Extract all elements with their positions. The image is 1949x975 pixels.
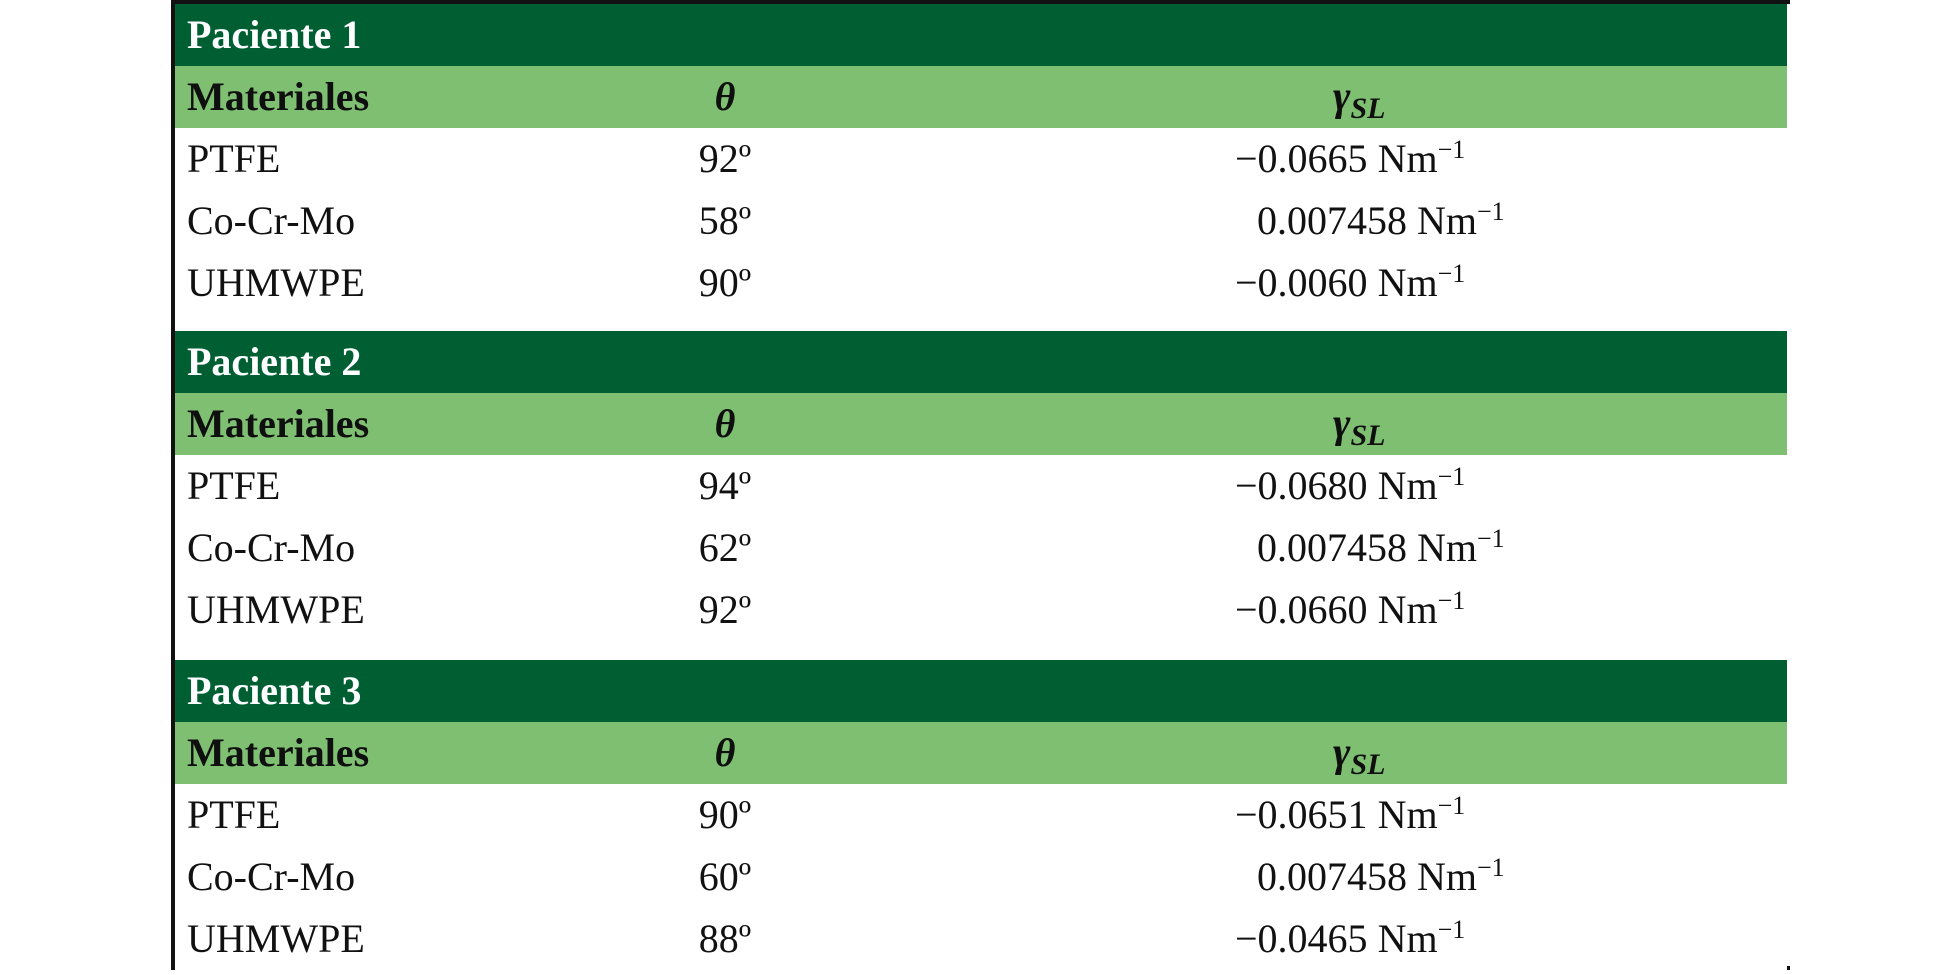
gamma-cell: 0.007458 $Nm^{-1}$ bbox=[1257, 197, 1505, 243]
theta-cell: 58º bbox=[698, 198, 752, 243]
table-row bbox=[175, 455, 1787, 517]
theta-cell: 92º bbox=[698, 587, 752, 632]
column-header-row bbox=[175, 722, 1787, 784]
theta-cell: 94º bbox=[698, 463, 752, 508]
material-cell: Co-Cr-Mo bbox=[187, 525, 356, 570]
material-cell: UHMWPE bbox=[187, 587, 365, 632]
gamma-cell: 0.007458 $Nm^{-1}$ bbox=[1257, 524, 1505, 570]
table-row bbox=[175, 190, 1787, 252]
table-row bbox=[175, 784, 1787, 846]
column-header-row bbox=[175, 66, 1787, 128]
materials-header: Materiales bbox=[187, 730, 370, 775]
table-row bbox=[175, 128, 1787, 190]
materials-header: Materiales bbox=[187, 401, 370, 446]
gamma-cell: −0.0660 $Nm^{-1}$ bbox=[1235, 586, 1466, 632]
gamma-cell: −0.0060 $Nm^{-1}$ bbox=[1235, 259, 1466, 305]
gamma-header: $\gamma_{SL}$ bbox=[1333, 401, 1386, 452]
gamma-cell: −0.0651 $Nm^{-1}$ bbox=[1235, 791, 1466, 837]
theta-cell: 62º bbox=[698, 525, 752, 570]
material-cell: PTFE bbox=[187, 792, 281, 837]
material-cell: Co-Cr-Mo bbox=[187, 198, 356, 243]
gamma-header: $\gamma_{SL}$ bbox=[1333, 74, 1386, 125]
theta-header: θ bbox=[714, 401, 736, 446]
materials-header: Materiales bbox=[187, 74, 370, 119]
table-row bbox=[175, 908, 1787, 970]
material-cell: PTFE bbox=[187, 136, 281, 181]
table-row bbox=[175, 252, 1787, 314]
gamma-cell: −0.0665 $Nm^{-1}$ bbox=[1235, 135, 1466, 181]
theta-cell: 88º bbox=[698, 916, 752, 961]
material-cell: PTFE bbox=[187, 463, 281, 508]
gamma-cell: 0.007458 $Nm^{-1}$ bbox=[1257, 853, 1505, 899]
theta-cell: 90º bbox=[698, 792, 752, 837]
material-cell: Co-Cr-Mo bbox=[187, 854, 356, 899]
theta-header: θ bbox=[714, 730, 736, 775]
material-cell: UHMWPE bbox=[187, 260, 365, 305]
column-header-row bbox=[175, 393, 1787, 455]
section-title-row bbox=[175, 660, 1787, 722]
table-row bbox=[175, 517, 1787, 579]
gamma-header: $\gamma_{SL}$ bbox=[1333, 730, 1386, 781]
table-row bbox=[175, 579, 1787, 641]
gamma-cell: −0.0465 $Nm^{-1}$ bbox=[1235, 915, 1466, 961]
theta-cell: 90º bbox=[698, 260, 752, 305]
gamma-cell: −0.0680 $Nm^{-1}$ bbox=[1235, 462, 1466, 508]
table-row bbox=[175, 846, 1787, 908]
theta-header: θ bbox=[714, 74, 736, 119]
section-title: Paciente 3 bbox=[187, 668, 362, 713]
section-title: Paciente 2 bbox=[187, 339, 362, 384]
theta-cell: 60º bbox=[698, 854, 752, 899]
theta-cell: 92º bbox=[698, 136, 752, 181]
section-title-row bbox=[175, 331, 1787, 393]
section-title: Paciente 1 bbox=[187, 12, 362, 57]
material-cell: UHMWPE bbox=[187, 916, 365, 961]
section-title-row bbox=[175, 4, 1787, 66]
